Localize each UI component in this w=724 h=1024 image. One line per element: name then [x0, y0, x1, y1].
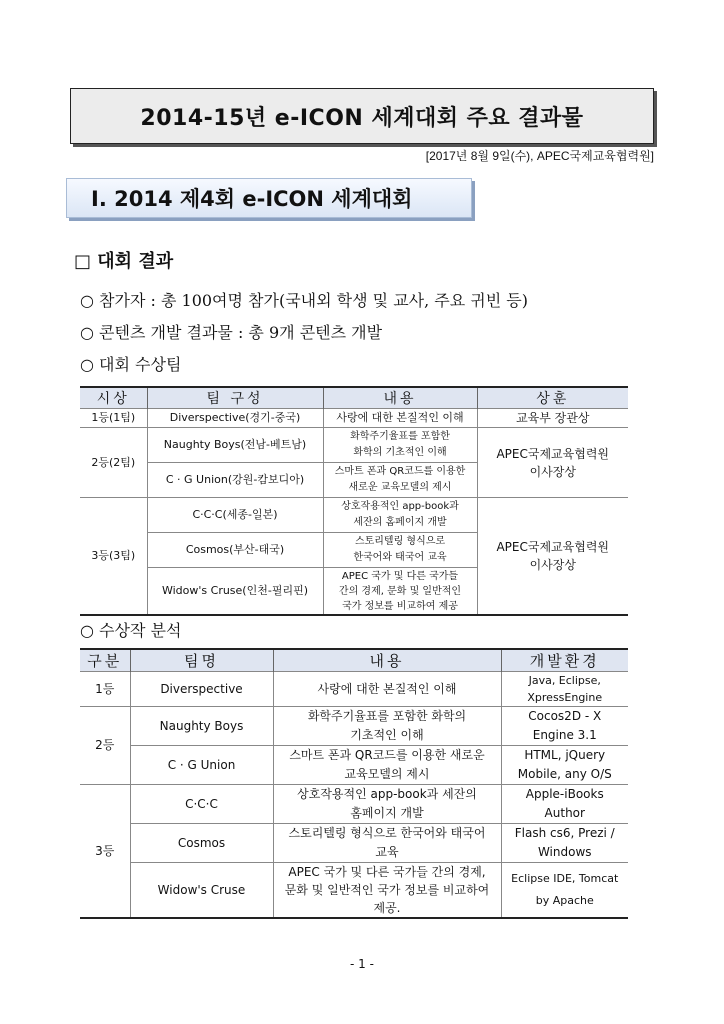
env-line: Windows — [537, 845, 592, 859]
team-cell: Diverspective(경기-중국) — [147, 409, 323, 428]
header-cell: 팀 구성 — [147, 387, 323, 409]
content-cell — [273, 824, 501, 863]
analysis-table — [80, 648, 628, 919]
team-cell: Cosmos(부산-태국) — [147, 533, 323, 568]
award-line: 이사장상 — [529, 558, 576, 572]
rank-cell: 2등 — [80, 707, 130, 785]
table-row — [80, 824, 628, 863]
content-line: 기초적인 이해 — [350, 728, 424, 742]
content-line: 상호작용적인 app-book과 세잔의 — [297, 787, 477, 801]
content-line: 교육 — [375, 845, 399, 859]
content-cell — [323, 568, 477, 616]
team-cell: Naughty Boys(전남-베트남) — [147, 428, 323, 463]
content-cell: 사랑에 대한 본질적인 이해 — [273, 672, 501, 707]
env-line: Engine 3.1 — [532, 728, 597, 742]
content-cell — [273, 707, 501, 746]
content-cell — [323, 428, 477, 463]
content-cell — [273, 746, 501, 785]
bullet-award-teams: ○ 대회 수상팀 — [80, 355, 182, 374]
header-cell: 내용 — [273, 649, 501, 672]
table-row — [80, 409, 628, 428]
team-cell: Naughty Boys — [130, 707, 273, 746]
rank-cell: 1등(1팀) — [80, 409, 147, 428]
content-line: 새로운 교육모델의 제시 — [348, 482, 452, 493]
content-line: 국가 정보를 비교하여 제공 — [342, 600, 458, 612]
team-cell: C·C·C — [130, 785, 273, 824]
bullet-participants: ○ 참가자 : 총 100여명 참가(국내외 학생 및 교사, 주요 귀빈 등) — [80, 291, 528, 310]
page-number: - 1 - — [350, 957, 374, 971]
env-line: Eclipse IDE, Tomcat — [511, 872, 619, 885]
award-line: 이사장상 — [529, 464, 576, 479]
content-line: 간의 경제, 문화 및 일반적인 — [338, 585, 462, 597]
team-cell: Cosmos — [130, 824, 273, 863]
content-line: 홈페이지 개발 — [350, 806, 424, 820]
env-cell — [501, 863, 628, 919]
table-row — [80, 428, 628, 463]
content-line: 화학주기율표를 포함한 화학의 — [307, 709, 467, 723]
content-line: 문화 및 일반적인 국가 정보를 비교하여 — [284, 883, 490, 897]
rank-cell: 3등(3팀) — [80, 498, 147, 616]
bullet-contents: ○ 콘텐츠 개발 결과물 : 총 9개 콘텐츠 개발 — [80, 323, 383, 342]
awards-table — [80, 386, 628, 616]
content-line: APEC 국가 및 다른 국가들 — [341, 570, 459, 582]
date-line: [2017년 8월 9일(수), APEC국제교육협력원] — [425, 149, 654, 163]
table-row — [80, 863, 628, 919]
rank-cell: 2등(2팀) — [80, 428, 147, 498]
header-cell: 개발환경 — [501, 649, 628, 672]
env-line: Cocos2D - X — [528, 709, 602, 723]
env-cell — [501, 672, 628, 707]
env-line: HTML, jQuery — [524, 748, 606, 762]
award-line: APEC국제교육협력원 — [496, 446, 610, 461]
env-line: by Apache — [535, 894, 594, 907]
rank-cell: 3등 — [80, 785, 130, 919]
env-line: Java, Eclipse, — [528, 674, 601, 687]
header-cell: 내용 — [323, 387, 477, 409]
team-cell: C·C·C(세종-일본) — [147, 498, 323, 533]
content-line: 스토리텔링 형식으로 — [354, 536, 446, 547]
content-line: 화학의 기초적인 이해 — [353, 447, 447, 458]
table-header-row — [80, 649, 628, 672]
header-cell: 상훈 — [477, 387, 628, 409]
award-cell — [477, 498, 628, 616]
award-cell — [477, 428, 628, 498]
content-line: APEC 국가 및 다른 국가들 간의 경제, — [288, 865, 486, 879]
content-cell: 사랑에 대한 본질적인 이해 — [323, 409, 477, 428]
team-cell: Widow's Cruse(인천-필리핀) — [147, 568, 323, 616]
env-cell — [501, 785, 628, 824]
team-cell: C · G Union(강원-캄보디아) — [147, 463, 323, 498]
content-line: 세잔의 홈페이지 개발 — [353, 517, 447, 528]
content-line: 교육모델의 제시 — [344, 767, 430, 781]
content-cell — [273, 785, 501, 824]
table-row — [80, 785, 628, 824]
content-cell — [323, 533, 477, 568]
subsection-title: □ 대회 결과 — [74, 251, 174, 272]
section-title: Ⅰ. 2014 제4회 e-ICON 세계대회 — [66, 178, 472, 218]
table-row — [80, 672, 628, 707]
env-cell — [501, 746, 628, 785]
team-cell: Widow's Cruse — [130, 863, 273, 919]
content-line: 스마트 폰과 QR코드를 이용한 — [334, 466, 466, 477]
team-cell: Diverspective — [130, 672, 273, 707]
env-cell — [501, 707, 628, 746]
env-line: Author — [544, 806, 585, 820]
rank-cell: 1등 — [80, 672, 130, 707]
document-title: 2014-15년 e-ICON 세계대회 주요 결과물 — [70, 88, 654, 144]
env-line: XpressEngine — [527, 691, 603, 704]
content-line: 한국어와 태국어 교육 — [353, 552, 447, 563]
table-row — [80, 746, 628, 785]
content-line: 화학주기율표를 포함한 — [350, 431, 450, 442]
env-line: Apple-iBooks — [525, 787, 604, 801]
award-line: APEC국제교육협력원 — [496, 540, 610, 554]
content-cell — [323, 498, 477, 533]
analysis-title: ○ 수상작 분석 — [80, 621, 182, 640]
content-line: 스마트 폰과 QR코드를 이용한 새로운 — [289, 748, 485, 762]
content-cell — [323, 463, 477, 498]
env-line: Flash cs6, Prezi / — [514, 826, 615, 840]
env-cell — [501, 824, 628, 863]
table-header-row — [80, 387, 628, 409]
content-line: 스토리텔링 형식으로 한국어와 태국어 — [288, 826, 486, 840]
award-cell: 교육부 장관상 — [477, 409, 628, 428]
content-line: 상호작용적인 app-book과 — [341, 501, 459, 512]
content-cell — [273, 863, 501, 919]
header-cell: 팀명 — [130, 649, 273, 672]
header-cell: 구분 — [80, 649, 130, 672]
content-line: 제공. — [373, 901, 401, 915]
team-cell: C · G Union — [130, 746, 273, 785]
header-cell: 시상 — [80, 387, 147, 409]
table-row — [80, 707, 628, 746]
table-row — [80, 498, 628, 533]
env-line: Mobile, any O/S — [517, 767, 612, 781]
